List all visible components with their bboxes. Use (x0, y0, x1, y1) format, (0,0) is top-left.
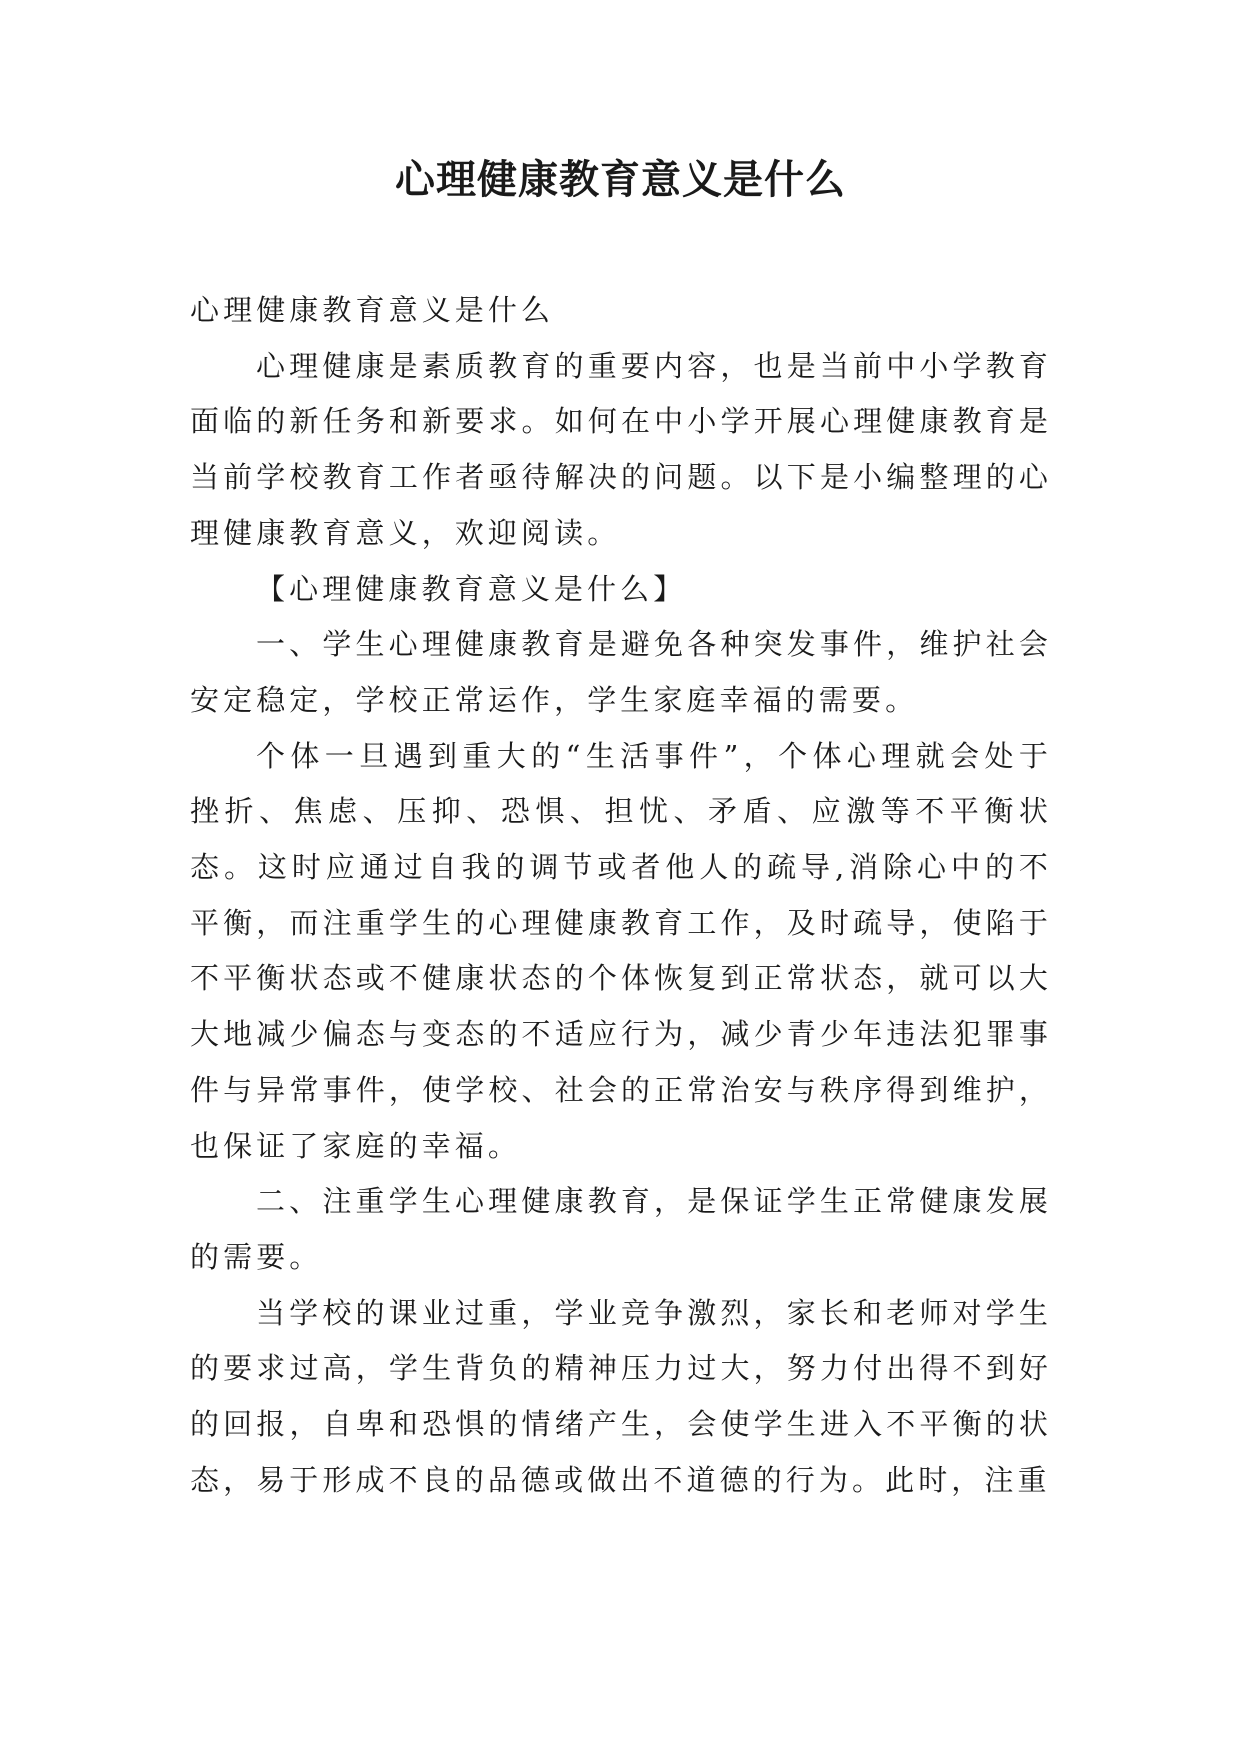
paragraph-point-two-detail: 当学校的课业过重，学业竞争激烈，家长和老师对学生的要求过高，学生背负的精神压力过大，努力付出得不到好的回报，自卑和恐惧的情绪产生，会使学生进入不平衡的状态，易于形成不良的品德或做出不道德的行为。此时，注重 (190, 1295, 1052, 1497)
document-title: 心理健康教育意义是什么 (395, 156, 846, 203)
paragraph-point-two: 二、注重学生心理健康教育，是保证学生正常健康发展的需要。 (190, 1184, 1052, 1274)
document-body (190, 283, 1052, 1508)
paragraph-point-one-detail: 个体一旦遇到重大的“生活事件”，个体心理就会处于挫折、焦虑、压抑、恐惧、担忧、矛盾、应激等不平衡状态。这时应通过自我的调节或者他人的疏导,消除心中的不平衡，而注重学生的心理健康教育工作，及时疏导，使陷于不平衡状态或不健康状态的个体恢复到正常状态，就可以大大地减少偏态与变态的不适应行为，减少青少年违法犯罪事件与异常事件，使学校、社会的正常治安与秩序得到维护，也保证了家庭的幸福。 (190, 738, 1052, 1163)
paragraph-point-one: 一、学生心理健康教育是避免各种突发事件，维护社会安定稳定，学校正常运作，学生家庭幸福的需要。 (190, 627, 1052, 717)
paragraph-section-heading: 【心理健康教育意义是什么】 (256, 571, 687, 606)
paragraph-subtitle: 心理健康教育意义是什么 (190, 293, 555, 327)
paragraph-intro: 心理健康是素质教育的重要内容，也是当前中小学教育面临的新任务和新要求。如何在中小学开展心理健康教育是当前学校教育工作者亟待解决的问题。以下是小编整理的心理健康教育意义，欢迎阅读。 (190, 348, 1052, 550)
